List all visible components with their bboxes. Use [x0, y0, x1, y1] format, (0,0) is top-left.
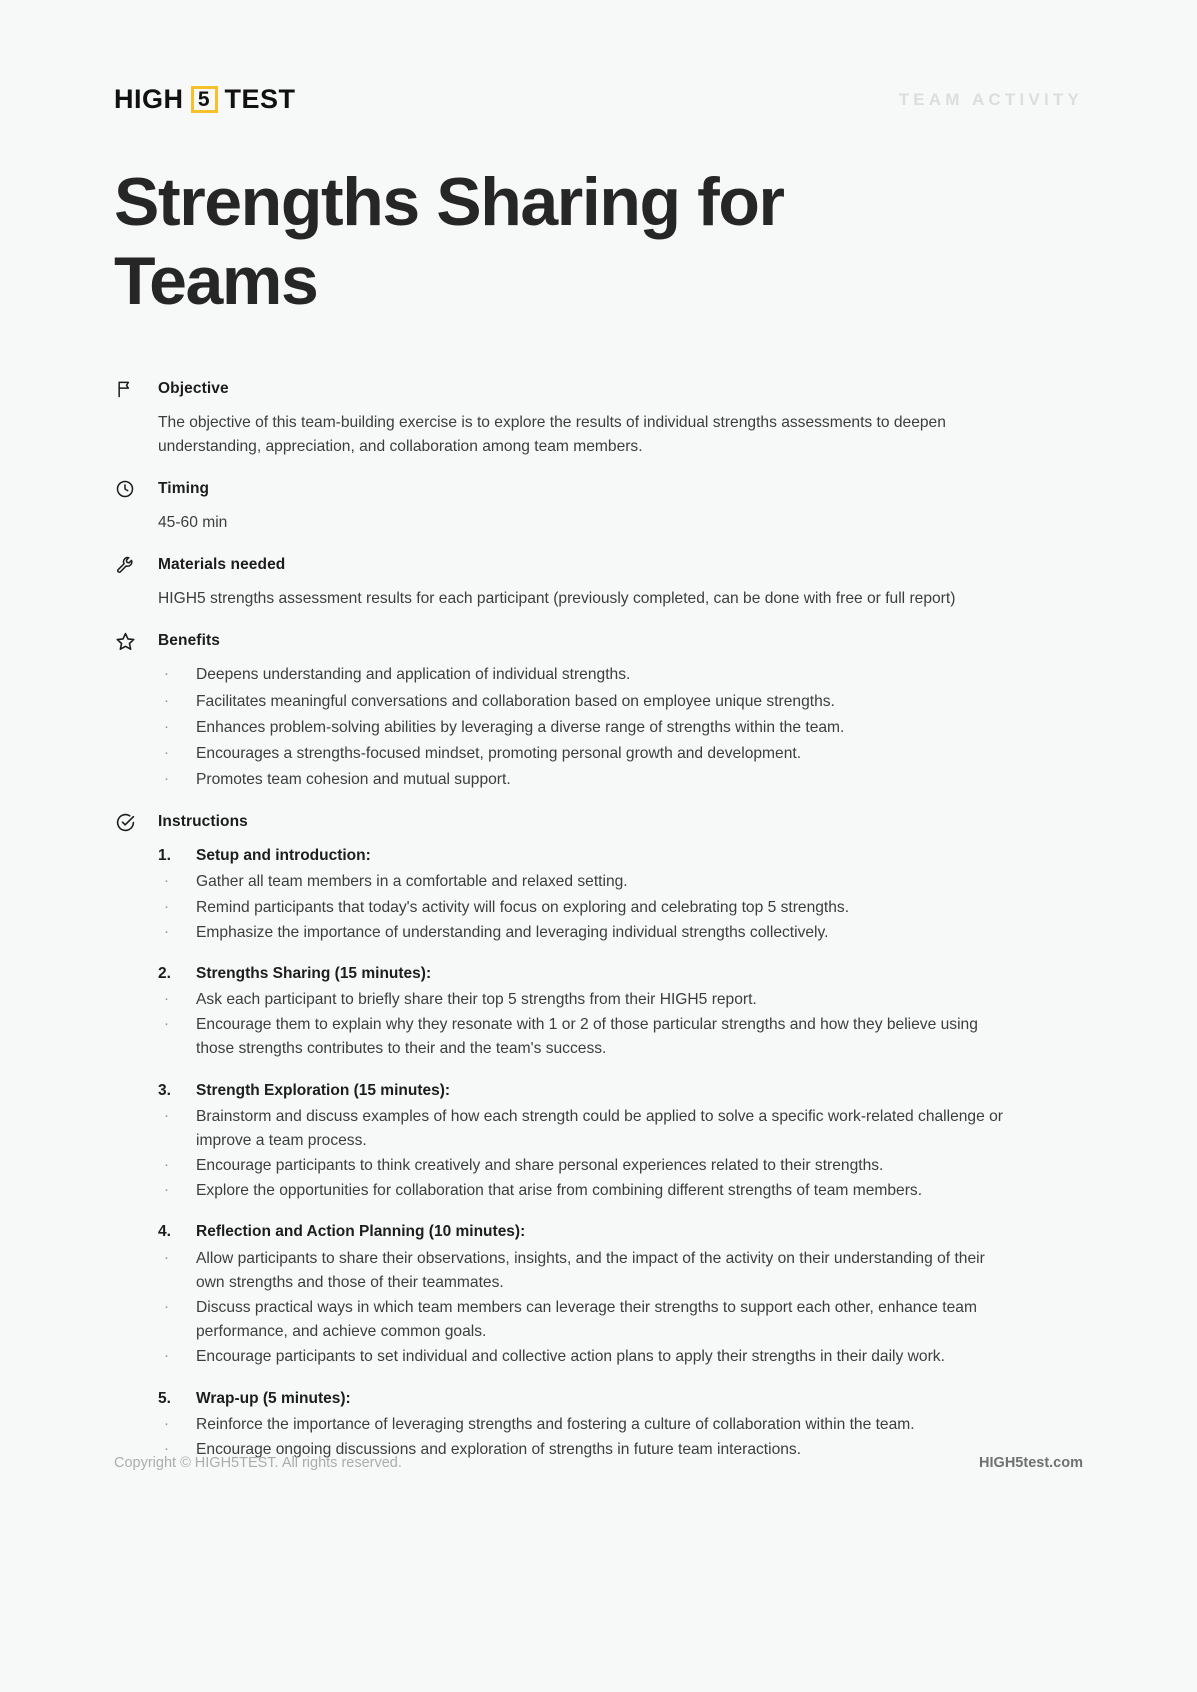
wrench-icon: [114, 554, 136, 576]
list-item: · Emphasize the importance of understanding and leveraging individual strengths collectively.: [158, 921, 1013, 945]
list-item: · Encourage participants to think creatively and share personal experiences related to their strengths.: [158, 1154, 1013, 1178]
instruction-steps: [158, 844, 1083, 1462]
step-label: Strengths Sharing (15 minutes):: [196, 964, 432, 982]
step-bullet-list: [158, 1105, 1083, 1204]
section-objective-body: The objective of this team-building exercise is to explore the results of individual strengths assessments to deepen understanding, appreciation, and collaboration among team members.: [158, 413, 946, 455]
list-item: · Brainstorm and discuss examples of how each strength could be applied to solve a specific work-related challenge or improve a team process.: [158, 1105, 1013, 1153]
section-instructions: [114, 811, 1083, 1462]
instruction-step: [158, 1387, 1083, 1463]
logo-five-badge: 5: [191, 86, 218, 113]
section-objective-header: [114, 378, 1083, 400]
step-number: 3.: [158, 1081, 171, 1099]
list-item: · Discuss practical ways in which team members can leverage their strengths to support each other, enhance team performance, and achieve common goals.: [158, 1296, 1013, 1344]
list-item: · Promotes team cohesion and mutual support.: [158, 768, 1013, 792]
page-footer: [114, 1455, 1083, 1471]
check-circle-icon: [114, 811, 136, 833]
step-label: Setup and introduction:: [196, 847, 371, 865]
brand-logo[interactable]: [114, 86, 296, 113]
instruction-step: [158, 962, 1083, 1062]
step-bullet-list: [158, 1247, 1083, 1370]
step-bullet-list: [158, 988, 1083, 1061]
step-title: [158, 1079, 1083, 1102]
list-item: · Explore the opportunities for collaboration that arise from combining different strengths of team members.: [158, 1179, 1013, 1203]
list-item: · Gather all team members in a comfortable and relaxed setting.: [158, 870, 1013, 894]
document-kicker: TEAM ACTIVITY: [898, 89, 1083, 109]
section-materials-header: [114, 554, 1083, 576]
instruction-step: [158, 1220, 1083, 1369]
section-timing-header: [114, 478, 1083, 500]
footer-copyright: Copyright © HIGH5TEST. All rights reserved.: [114, 1455, 402, 1471]
list-item: · Deepens understanding and application of individual strengths.: [158, 663, 1013, 687]
section-materials: [114, 554, 1083, 611]
section-materials-body: HIGH5 strengths assessment results for each participant (previously completed, can be done with free or full report): [158, 590, 956, 608]
section-timing: [114, 478, 1083, 535]
clock-icon: [114, 478, 136, 500]
list-item: · Remind participants that today's activity will focus on exploring and celebrating top 5 strengths.: [158, 896, 1013, 920]
benefits-list: [158, 663, 1083, 792]
step-bullet-list: [158, 870, 1083, 944]
step-label: Wrap-up (5 minutes):: [196, 1389, 351, 1407]
page-title: Strengths Sharing for Teams: [114, 164, 784, 319]
list-item: · Encourage them to explain why they resonate with 1 or 2 of those particular strengths and how they believe using those strengths contributes to their and the team's success.: [158, 1013, 1013, 1061]
section-objective: [114, 378, 1083, 459]
list-item: · Enhances problem-solving abilities by leveraging a diverse range of strengths within the team.: [158, 716, 1013, 740]
list-item: · Reinforce the importance of leveraging strengths and fostering a culture of collaboration within the team.: [158, 1413, 1013, 1437]
flag-icon: [114, 378, 136, 400]
section-instructions-header: [114, 811, 1083, 833]
step-number: 1.: [158, 847, 171, 865]
step-title: [158, 844, 1083, 867]
step-label: Strength Exploration (15 minutes):: [196, 1081, 451, 1099]
section-benefits-header: [114, 630, 1083, 652]
section-timing-body: 45-60 min: [158, 514, 228, 532]
list-item: · Allow participants to share their observations, insights, and the impact of the activity on their understanding of their own strengths and those of their teammates.: [158, 1247, 1013, 1295]
list-item: · Ask each participant to briefly share their top 5 strengths from their HIGH5 report.: [158, 988, 1013, 1012]
content-sections: [114, 378, 1083, 1462]
step-title: [158, 962, 1083, 985]
footer-website-link[interactable]: HIGH5test.com: [979, 1455, 1083, 1471]
list-item: · Facilitates meaningful conversations and collaboration based on employee unique strengths.: [158, 690, 1013, 714]
section-benefits: [114, 630, 1083, 792]
step-number: 4.: [158, 1223, 171, 1241]
section-timing-title: Timing: [158, 480, 210, 498]
instruction-step: [158, 844, 1083, 945]
step-label: Reflection and Action Planning (10 minutes):: [196, 1223, 526, 1241]
step-number: 2.: [158, 964, 171, 982]
section-objective-title: Objective: [158, 379, 229, 397]
section-instructions-title: Instructions: [158, 813, 248, 831]
instruction-step: [158, 1079, 1083, 1204]
step-title: [158, 1387, 1083, 1410]
list-item: · Encourages a strengths-focused mindset, promoting personal growth and development.: [158, 742, 1013, 766]
step-title: [158, 1220, 1083, 1243]
list-item: · Encourage ongoing discussions and exploration of strengths in future team interactions.: [158, 1438, 1013, 1462]
step-number: 5.: [158, 1389, 171, 1407]
logo-suffix: TEST: [224, 84, 296, 114]
section-benefits-title: Benefits: [158, 632, 220, 650]
logo-prefix: HIGH: [114, 84, 184, 114]
star-icon: [114, 630, 136, 652]
page-header: [114, 0, 1083, 113]
list-item: · Encourage participants to set individual and collective action plans to apply their strengths in their daily work.: [158, 1345, 1013, 1369]
section-materials-title: Materials needed: [158, 556, 286, 574]
